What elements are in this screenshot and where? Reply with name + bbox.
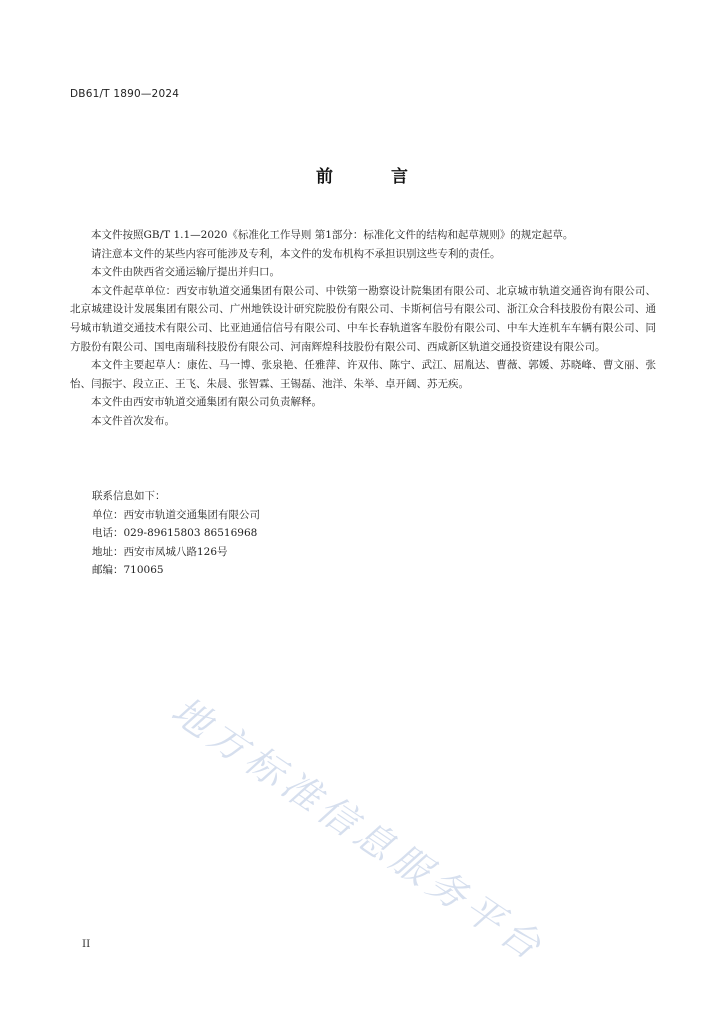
standard-code: DB61/T 1890—2024 [70, 88, 180, 100]
paragraph-interpretation: 本文件由西安市轨道交通集团有限公司负责解释。 [91, 396, 322, 409]
contact-postcode: 邮编：710065 [92, 564, 164, 577]
paragraph-proposer: 本文件由陕西省交通运输厅提出并归口。 [91, 266, 280, 279]
watermark: 地方标准信息服务平台 [163, 688, 554, 971]
paragraph-drafting-units: 本文件起草单位：西安市轨道交通集团有限公司、中铁第一勘察设计院集团有限公司、北京城市轨道交通咨询有限公司、北京城建设计发展集团有限公司、广州地铁设计研究院股份有限公司、卡斯柯信号有限公司、浙江众合科技股份有限公司、通号城市轨道交通技术有限公司、比亚迪通信信号有限公司、中车长春轨道客车股份有限公司、中车大连机车车辆有限公司、同方股份有限公司、国电南瑞科技股份有限公司、河南辉煌科技股份有限公司、西咸新区轨道交通投资建设有限公司。 [70, 284, 656, 353]
foreword-body [70, 226, 656, 431]
contact-address: 地址：西安市凤城八路126号 [92, 545, 228, 558]
paragraph-patent-notice: 请注意本文件的某些内容可能涉及专利，本文件的发布机构不承担识别这些专利的责任。 [91, 247, 501, 260]
page-title: 前 言 [316, 167, 434, 187]
paragraph-first-release: 本文件首次发布。 [91, 414, 175, 427]
contact-intro: 联系信息如下： [92, 490, 166, 502]
page-number: II [82, 938, 91, 950]
contact-unit: 单位：西安市轨道交通集团有限公司 [92, 508, 260, 521]
paragraph-drafters: 本文件主要起草人：康佐、马一博、张泉艳、任雅萍、许双伟、陈宁、武江、屈胤达、曹薇、郭媛、苏晓峰、曹文丽、张怡、闫振宇、段立正、王飞、朱晨、张智霖、王锡磊、池洋、朱举、卓开阔、苏无疾。 [70, 359, 656, 390]
paragraph-drafting-basis: 本文件按照GB/T 1.1—2020《标准化工作导则 第1部分：标准化文件的结构和起草规则》的规定起草。 [91, 229, 574, 241]
contact-info [92, 487, 260, 580]
contact-phone: 电话：029-89615803 86516968 [92, 527, 258, 540]
